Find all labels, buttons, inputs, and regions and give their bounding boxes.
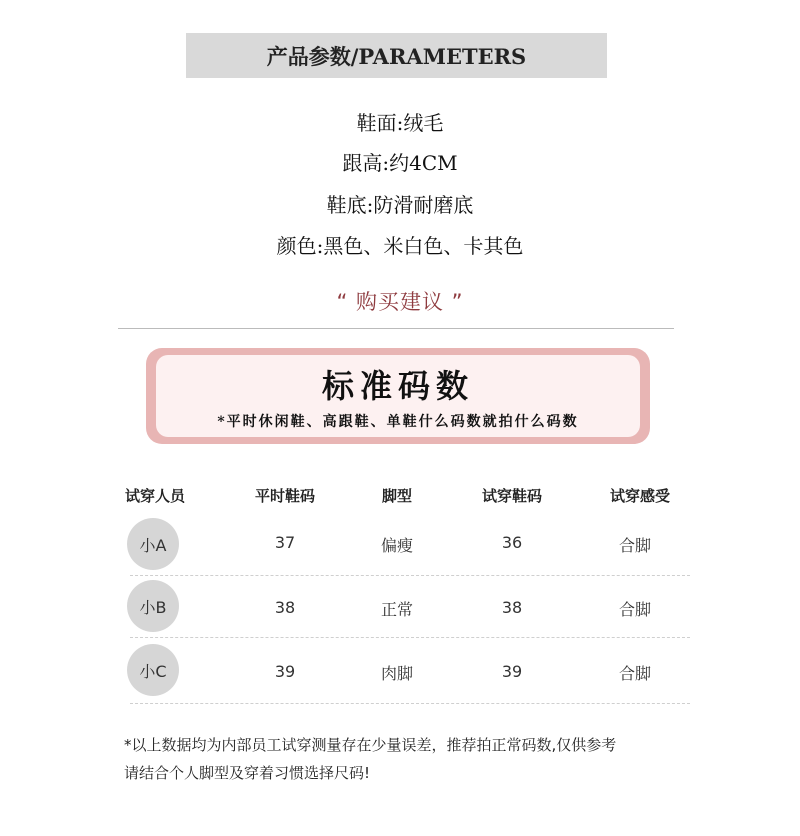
parameters-header [186, 33, 607, 78]
disclaimer-line-1: *以上数据均为内部员工试穿测量存在少量误差，推荐拍正常码数,仅供参考 [124, 736, 617, 754]
parameters-title: 产品参数/PARAMETERS [266, 43, 527, 69]
purchase-advice-heading: “ 购买建议 ” [336, 290, 464, 314]
foot-type: 正常 [380, 600, 413, 619]
usual-size: 39 [274, 662, 296, 681]
foot-type: 肉脚 [380, 664, 413, 683]
column-header-tried-size: 试穿鞋码 [481, 487, 542, 505]
row-divider [130, 575, 690, 576]
column-header-foot-type: 脚型 [381, 487, 412, 505]
standard-size-card [146, 348, 650, 444]
column-header-usual-size: 平时鞋码 [254, 487, 315, 505]
fit-feeling: 合脚 [618, 600, 651, 619]
param-heel-height: 跟高:约4CM [342, 151, 458, 175]
tester-avatar [127, 580, 179, 632]
tester-name: 小A [139, 535, 167, 555]
column-header-feeling: 试穿感受 [609, 487, 670, 505]
tester-avatar [127, 644, 179, 696]
row-divider [130, 637, 690, 638]
tester-name: 小B [139, 597, 167, 617]
tried-size: 39 [501, 662, 523, 681]
standard-size-card-inner [156, 355, 640, 437]
column-header-tester: 试穿人员 [124, 487, 185, 505]
standard-size-subtitle: *平时休闲鞋、高跟鞋、单鞋什么码数就拍什么码数 [217, 414, 579, 430]
usual-size: 37 [274, 533, 296, 552]
fit-feeling: 合脚 [618, 664, 651, 683]
tried-size: 36 [501, 533, 523, 552]
tester-avatar [127, 518, 179, 570]
tester-name: 小C [139, 661, 167, 681]
usual-size: 38 [274, 598, 296, 617]
foot-type: 偏瘦 [380, 536, 413, 555]
param-colors: 颜色:黑色、米白色、卡其色 [276, 234, 524, 258]
fit-feeling: 合脚 [618, 536, 651, 555]
disclaimer-line-2: 请结合个人脚型及穿着习惯选择尺码! [124, 764, 371, 782]
param-upper: 鞋面:绒毛 [356, 111, 444, 135]
divider [118, 328, 674, 329]
standard-size-title: 标准码数 [321, 367, 474, 405]
row-divider [130, 703, 690, 704]
tried-size: 38 [501, 598, 523, 617]
param-sole: 鞋底:防滑耐磨底 [326, 193, 474, 217]
